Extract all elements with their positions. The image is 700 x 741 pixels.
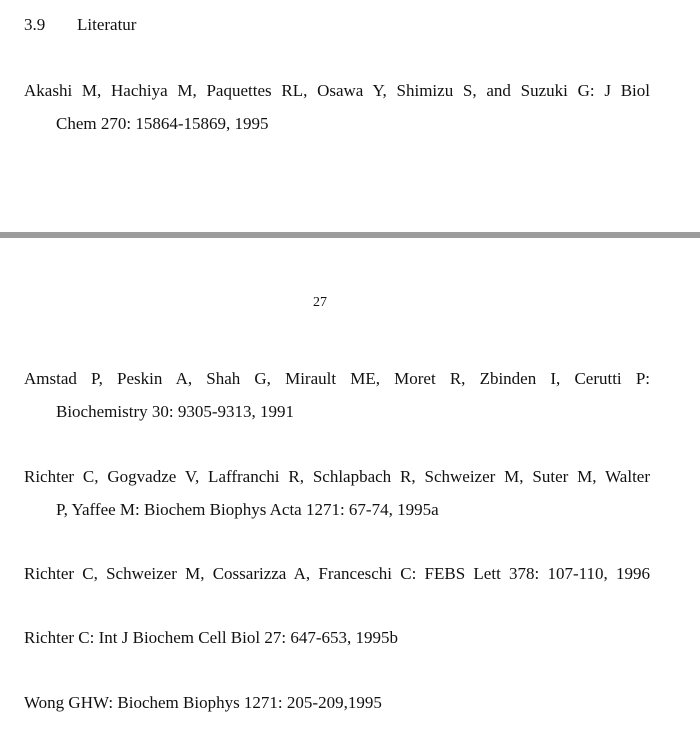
reference-line: Wong GHW: Biochem Biophys 1271: 205-209,1995 [24, 693, 382, 712]
reference-continuation: P, Yaffee M: Biochem Biophys Acta 1271: 67-74, 1995a [56, 500, 439, 519]
page-top [0, 0, 700, 232]
reference-entry [24, 621, 650, 654]
reference-continuation: Chem 270: 15864-15869, 1995 [56, 114, 269, 133]
reference-entry [24, 74, 650, 140]
reference-entry [24, 362, 650, 428]
reference-line: Richter C, Gogvadze V, Laffranchi R, Schlapbach R, Schweizer M, Suter M, Walter [24, 467, 650, 486]
page-number: 27 [313, 295, 327, 310]
reference-entry [24, 557, 650, 590]
reference-line: Richter C: Int J Biochem Cell Biol 27: 647-653, 1995b [24, 628, 398, 647]
reference-line: Amstad P, Peskin A, Shah G, Mirault ME, Moret R, Zbinden I, Cerutti P: [24, 369, 650, 388]
reference-entry [24, 460, 650, 526]
page-separator [0, 232, 700, 238]
section-title: Literatur [77, 15, 137, 34]
section-number: 3.9 [24, 15, 46, 34]
reference-entry [24, 686, 650, 719]
reference-line: Richter C, Schweizer M, Cossarizza A, Franceschi C: FEBS Lett 378: 107-110, 1996 [24, 564, 650, 583]
reference-line: Akashi M, Hachiya M, Paquettes RL, Osawa Y, Shimizu S, and Suzuki G: J Biol [24, 81, 650, 100]
section-heading [24, 14, 136, 36]
reference-continuation: Biochemistry 30: 9305-9313, 1991 [56, 402, 294, 421]
